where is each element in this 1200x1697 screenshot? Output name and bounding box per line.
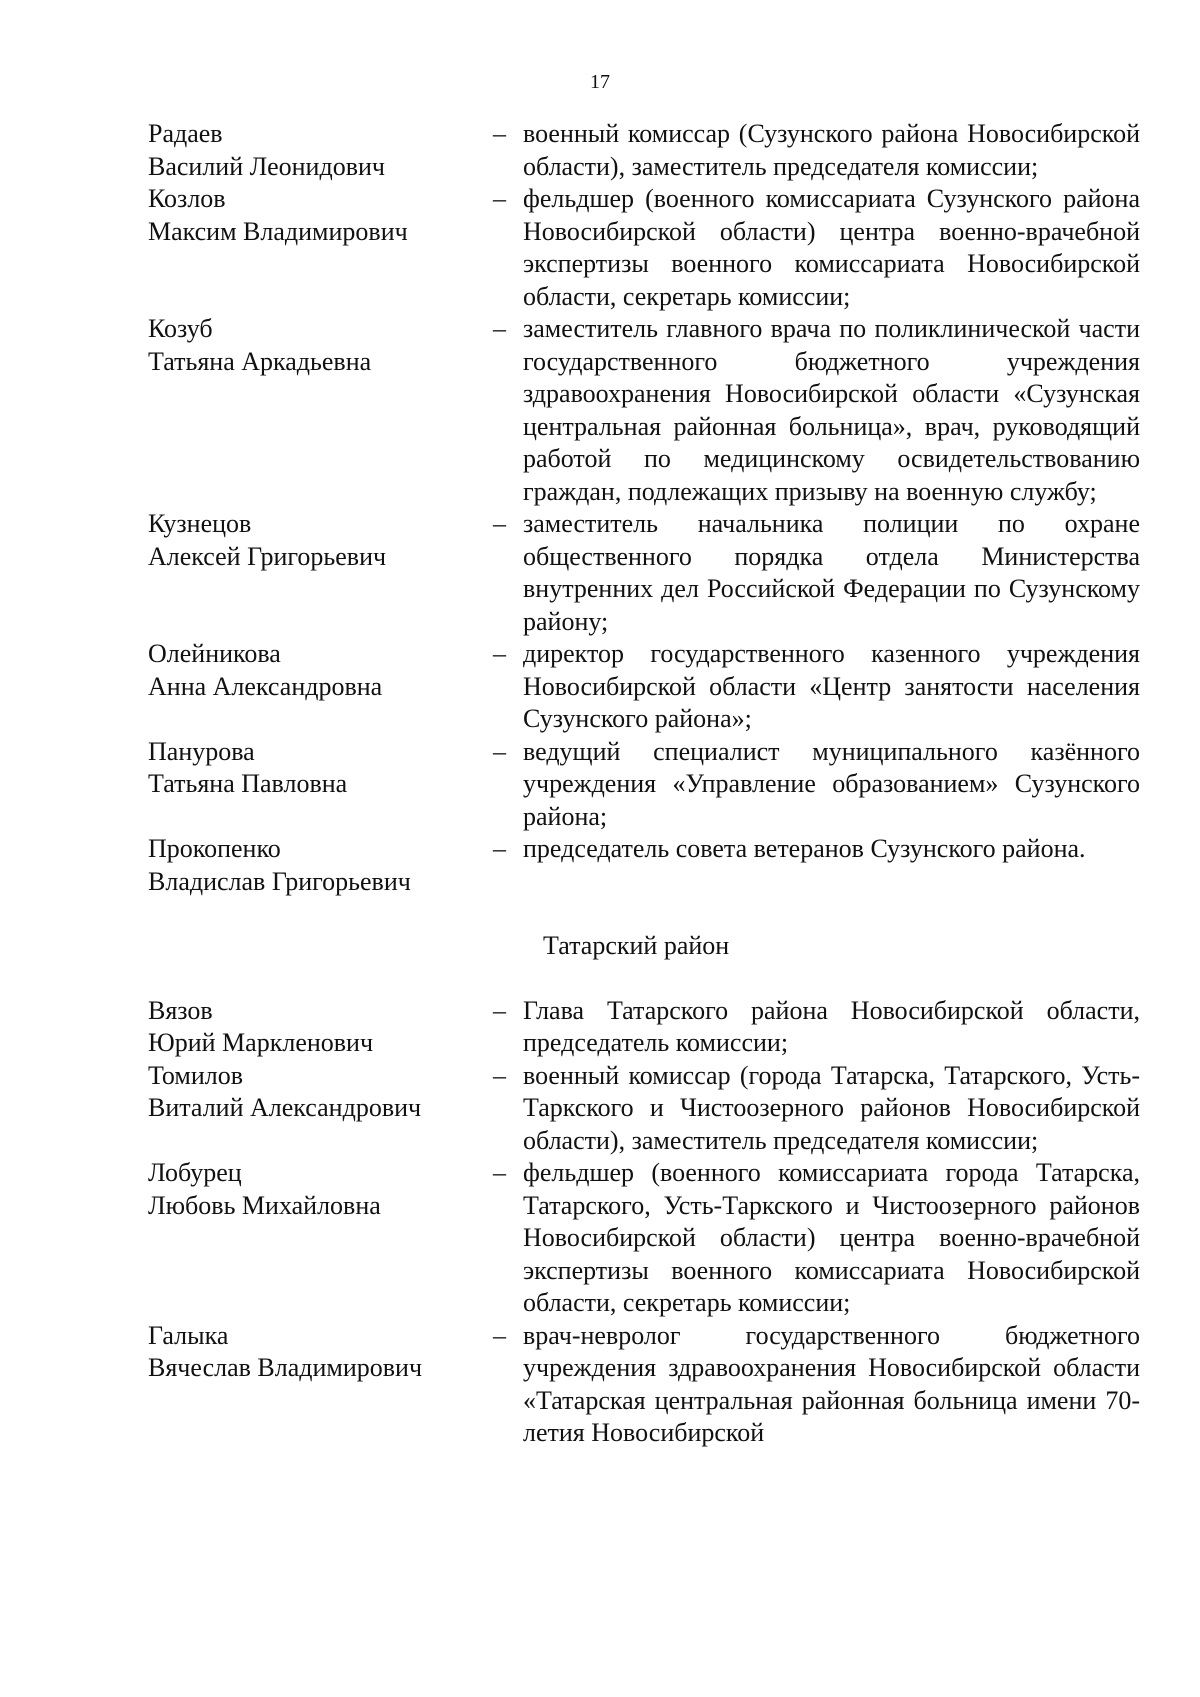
dash: –: [493, 639, 506, 668]
member-role: военный комиссар (Сузунского района Новосибирской области), заместитель председателя комиссии;: [523, 119, 1140, 181]
dash: –: [493, 1320, 506, 1350]
member-role: директор государственного казенного учреждения Новосибирской области «Центр занятости населения Сузунского района»;: [523, 639, 1140, 733]
section-heading: Татарский район: [543, 931, 730, 960]
member-entry: [148, 736, 1140, 834]
dash: –: [493, 509, 506, 538]
member-entry: [148, 995, 1140, 1060]
member-entry: [148, 1320, 1140, 1450]
member-role: врач-невролог государственного бюджетного учреждения здравоохранения Новосибирской области «Татарская центральная районная больница имени 70-летия Новосибирской: [523, 1320, 1140, 1447]
member-entry: [148, 833, 1140, 898]
page-number: 17: [590, 71, 610, 93]
member-entry: [148, 508, 1140, 638]
member-entry: [148, 118, 1140, 183]
commission-list: [148, 118, 1140, 1450]
member-role: заместитель главного врача по поликлинической части государственного бюджетного учреждения здравоохранения Новосибирской области «Сузунская центральная районная больница», врач, руководящий работой по медицинскому освидетельствованию граждан, подлежащих призыву на военную службу;: [523, 314, 1140, 506]
dash: –: [493, 119, 506, 148]
dash: –: [493, 314, 506, 343]
member-role: военный комиссар (города Татарска, Татарского, Усть-Таркского и Чистоозерного районов Новосибирской области), заместитель председателя комиссии;: [523, 1060, 1140, 1155]
dash: –: [493, 736, 506, 766]
member-name: Галыка Вячеслав Владимирович: [148, 1320, 423, 1382]
member-entry: [148, 1060, 1140, 1158]
member-entry: [148, 638, 1140, 736]
dash: –: [493, 995, 506, 1025]
member-name: Лобурец Любовь Михайловна: [148, 1158, 381, 1220]
member-name: Томилов Виталий Александрович: [148, 1060, 422, 1122]
dash: –: [493, 834, 506, 863]
member-entry: [148, 313, 1140, 508]
member-name: Панурова Татьяна Павловна: [148, 736, 348, 798]
member-name: Вязов Юрий Маркленович: [148, 995, 374, 1057]
member-entry: [148, 1157, 1140, 1320]
member-entry: [148, 183, 1140, 313]
member-role: Глава Татарского района Новосибирской области, председатель комиссии;: [523, 995, 1140, 1057]
member-name: Радаев Василий Леонидович: [148, 119, 385, 181]
member-name: Прокопенко Владислав Григорьевич: [148, 834, 411, 896]
member-name: Козлов Максим Владимирович: [148, 184, 408, 246]
dash: –: [493, 1060, 506, 1090]
dash: –: [493, 184, 506, 213]
member-role: председатель совета ветеранов Сузунского района.: [523, 834, 1086, 863]
member-role: фельдшер (военного комиссариата города Татарска, Татарского, Усть-Таркского и Чистоозерного районов Новосибирской области) центра военно-врачебной экспертизы военного комиссариата Новосибирской области, секретарь комиссии;: [523, 1158, 1140, 1317]
member-role: заместитель начальника полиции по охране общественного порядка отдела Министерства внутренних дел Российской Федерации по Сузунскому району;: [523, 509, 1140, 636]
dash: –: [493, 1158, 506, 1187]
member-role: фельдшер (военного комиссариата Сузунского района Новосибирской области) центра военно-врачебной экспертизы военного комиссариата Новосибирской области, секретарь комиссии;: [523, 184, 1140, 311]
member-role: ведущий специалист муниципального казённого учреждения «Управление образованием» Сузунского района;: [523, 736, 1140, 831]
member-name: Кузнецов Алексей Григорьевич: [148, 509, 387, 571]
member-name: Козуб Татьяна Аркадьевна: [148, 314, 372, 376]
member-name: Олейникова Анна Александровна: [148, 639, 383, 701]
